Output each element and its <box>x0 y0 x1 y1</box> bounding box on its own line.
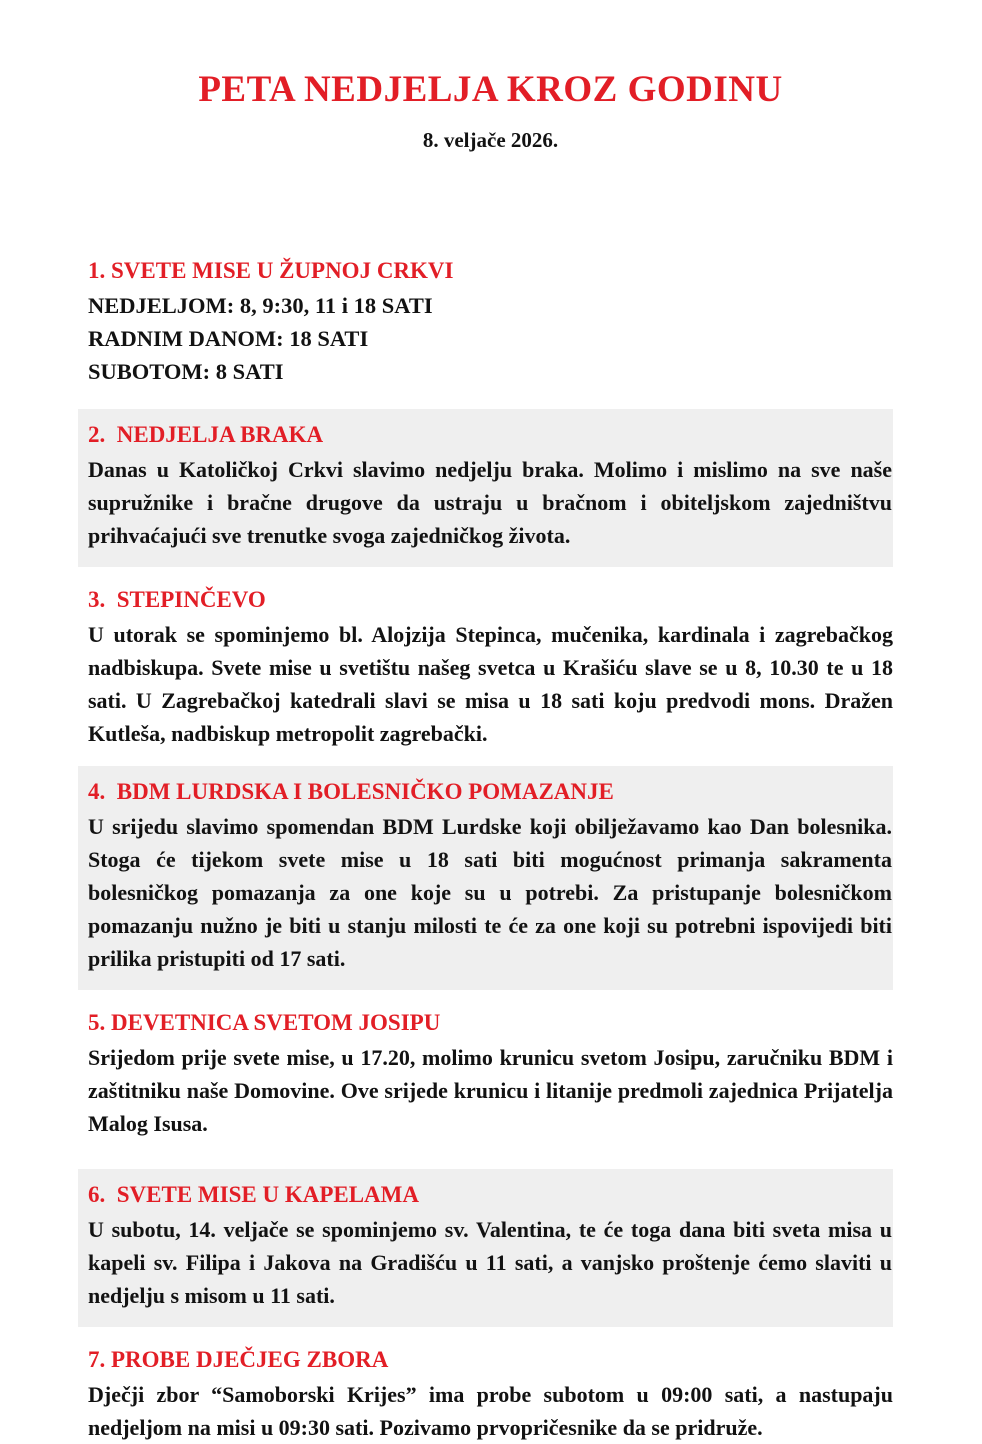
bulletin-section <box>88 254 893 388</box>
schedule-line: SUBOTOM: 8 SATI <box>88 359 284 384</box>
bulletin-section <box>88 1343 893 1444</box>
section-heading: 1. SVETE MISE U ŽUPNOJ CRKVI <box>88 258 454 283</box>
section-body: Danas u Katoličkoj Crkvi slavimo nedjelju braka. Molimo i mislimo na sve naše supružnike i bračne drugove da ustraju u bračnom i obiteljskom zajedništvu prihvaćajući sve trenutke svoga zajedničkog života. <box>88 457 892 548</box>
bulletin-section <box>78 1169 893 1327</box>
bulletin-section <box>78 766 893 990</box>
section-heading: 4. BDM LURDSKA I BOLESNIČKO POMAZANJE <box>88 779 614 804</box>
schedule-line: NEDJELJOM: 8, 9:30, 11 i 18 SATI <box>88 293 433 318</box>
bulletin-section <box>88 583 893 750</box>
bulletin-section <box>78 409 893 567</box>
section-heading: 6. SVETE MISE U KAPELAMA <box>88 1182 419 1207</box>
section-body: U subotu, 14. veljače se spominjemo sv. Valentina, te će toga dana biti sveta misa u kapeli sv. Filipa i Jakova na Gradišću u 11 sati, a vanjsko proštenje ćemo slaviti u nedjelju s misom u 11 sati. <box>88 1217 892 1308</box>
section-heading: 7. PROBE DJEČJEG ZBORA <box>88 1347 389 1372</box>
section-heading: 5. DEVETNICA SVETOM JOSIPU <box>88 1010 441 1035</box>
page-title: PETA NEDJELJA KROZ GODINU <box>198 69 783 110</box>
sections-container <box>88 254 893 1444</box>
bulletin-section <box>88 1006 893 1140</box>
section-heading: 3. STEPINČEVO <box>88 587 266 612</box>
page-date: 8. veljače 2026. <box>422 128 559 152</box>
section-body: Dječji zbor “Samoborski Krijes” ima probe subotom u 09:00 sati, a nastupaju nedjeljom na misi u 09:30 sati. Pozivamo prvopričesnike da se pridruže. <box>88 1382 893 1440</box>
section-body: U utorak se spominjemo bl. Alojzija Stepinca, mučenika, kardinala i zagrebačkog nadbiskupa. Svete mise u svetištu našeg svetca u Krašiću slave se u 8, 10.30 te u 18 sati. U Zagrebačkoj katedrali slavi se misa u 18 sati koju predvodi mons. Dražen Kutleša, nadbiskup metropolit zagrebački. <box>88 622 893 746</box>
schedule-line: RADNIM DANOM: 18 SATI <box>88 326 369 351</box>
section-body: Srijedom prije svete mise, u 17.20, molimo krunicu svetom Josipu, zaručniku BDM i zaštitniku naše Domovine. Ove srijede krunicu i litanije predmoli zajednica Prijatelja Malog Isusa. <box>88 1045 893 1136</box>
section-heading: 2. NEDJELJA BRAKA <box>88 422 324 447</box>
section-body: U srijedu slavimo spomendan BDM Lurdske koji obilježavamo kao Dan bolesnika. Stoga će tijekom svete mise u 18 sati biti mogućnost primanja sakramenta bolesničkog pomazanja za one koje su u potrebi. Za pristupanje bolesničkom pomazanju nužno je biti u stanju milosti te će za one koji su potrebni ispovijedi biti prilika pristupiti od 17 sati. <box>88 814 892 971</box>
mass-schedule-lines <box>88 289 893 388</box>
